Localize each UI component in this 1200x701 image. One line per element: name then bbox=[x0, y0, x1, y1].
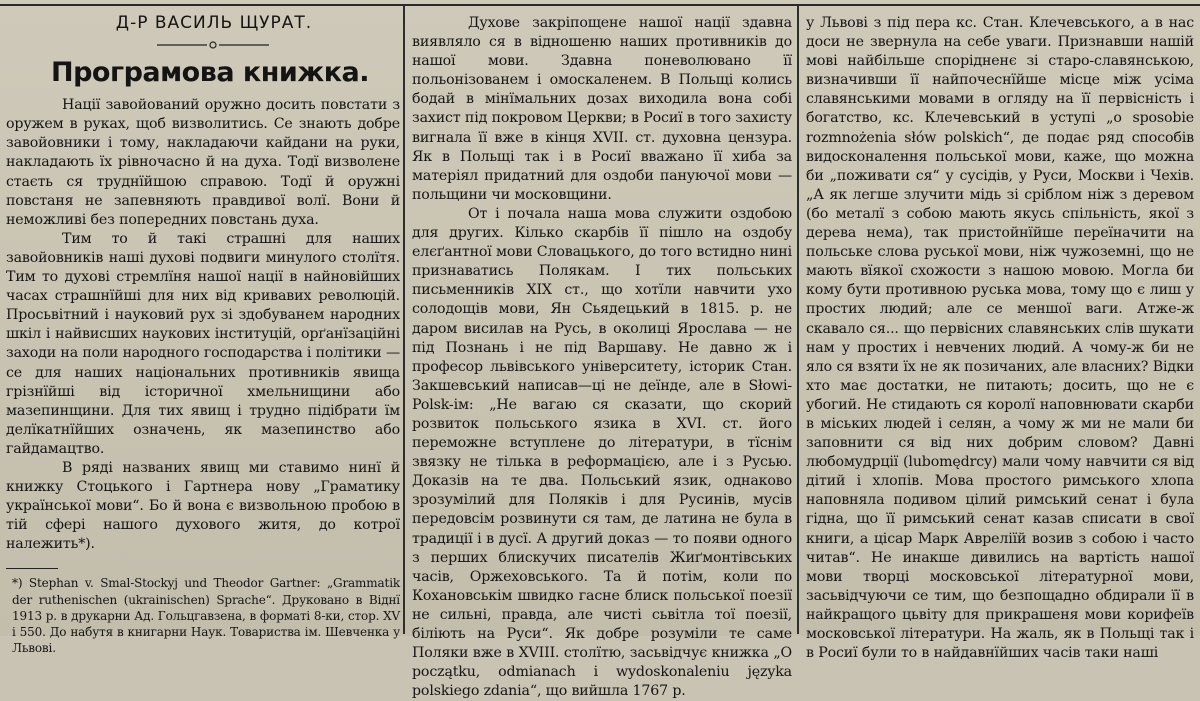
paragraph: От і почала наша мова служити оздобою для других. Кілько скарбів її пішло на оздобу елєґантної мови Словацького, до того встидно нині признаватись Полякам. І тих польських письменників XIX ст., що хотїли навчити ухо солодощів мови, Ян Сьядецький в 1815. р. не даром висилав на Русь, в околиці Ярослава — не під Познань і не під Варшаву. Не давно ж і професор львівського університету, історик Стан. Закшевський написав—ці не деїнде, але в Słowi-Polsk-ім: „Не вагаю ся сказати, що скорий розвиток польського язика в XVI. ст. його переможне вступлене до літератури, в тїснім звязку не тілька в реформацією, але і з Русью. Доказів на те два. Польський язик, однаково зрозумілий для Поляків і для Русинів, мусів передовсім розвинути ся там, де латина не була в традиції і в дусї. А другий доказ — то появи одного з перших блискучих писателів Жиґмонтівських часів, Оржеховського. Та й потім, коли по Кохановськім швидко гасне блиск польської поезії не сильні, правда, але чисті сьвітла тої поезії, біліють на Руси“. Як добре розуміли те саме Поляки вже в XVIII. столїтю, засьвідчує книжка „O początku, odmianach i wydoskonaleniu języka polskiego zdania“, що вийшла 1767 р. bbox=[412, 205, 793, 700]
footnote: *) Stephan v. Smal-Stockyj und Theodor Gartner: „Grammatik der ruthenischen (ukrainischen) Sprache“. Друковано в Віднї 1913 р. в друкарни Ад. Гольцгавзена, в форматі 8-ки, стор. XV і 550. До набутя в книгарни Наук. Товариства ім. Шевченка у Львові. bbox=[12, 576, 400, 656]
ornament-divider bbox=[6, 35, 400, 54]
paragraph: Тим то й такі страшні для наших завойовників наші духові подвиги минулого столїтя. Тим то духові стремлїня нашої нації в найновійших часах страшнїйші для них від кривавих революцій. Просьвітний і науковий рух зі здобуванем народних шкіл і найвисших наукових інституцій, орґанїзаційні заходи на поли народного господарства і політики — се для наших національних противників явища грізнїйші від історичної хмельнищини або мазепинщини. Для тих явищ і трудно підібрати їм делїкатнїйших означень, як мазепинство або гайдамацтво. bbox=[6, 230, 400, 457]
footnote-divider bbox=[6, 568, 58, 569]
author-name: Д-Р ВАСИЛЬ ЩУРАТ. bbox=[115, 13, 313, 33]
paragraph: В ряді названих явищ ми ставимо нинї й книжку Стоцького і Гартнера нову „Граматику української мови“. Бо й вона є визвольною пробою в тій сфері нашого духового житя, до котрої належить*). bbox=[6, 459, 400, 553]
article-title: Програмова книжка. bbox=[50, 57, 370, 89]
paragraph: у Львові з під пера кс. Стан. Клечевського, а в нас доси не звернула на себе уваги. Признавши нашій мові найбільше спорідненє зі старо-славянською, визначивши її найпочеснїйше місце між усіма славянськими мовами в огляду на її первісність і богатство, кс. Клечевський в уступі „o sposobie rozmnożenia słów polskich“, де подає ряд способів видосконалення польської мови, каже, що можна би „поживати ся“ у сусідів, у Руси, Москви і Чехів. „А як легше злучити мідь зі сріблом ніж з деревом (бо металї з собою мають якусь спільність, якої з дерева нема), так пристойнїйше переїначити на польське слова руської мови, ніж чужоземні, що не мають вїякої схожости з нашою мовою. Могла би кому бути противною руська мова, тому що є лиш у простих людий; але се меншої ваги. Атже-ж скавало ся... що первісних славянських слів шукати нам у простих і невчених людий. А чому-ж би не яло ся взяти їх не як позичаних, але власних? Відки хто має достатки, не питають; досить, що не є убогий. Не стидають ся королї наповнювати скарби в міських людей і селян, а чому ж ми не мали би заповнити ся від них добрим словом? Давні любомудрції (lubomędrcy) мали чому навчити ся від дітий і хлопів. Мова простого римського хлопа наповняла подивом цілий римський сенат і була гідна, що її римський сенат казав списати в свої книги, а цісар Марк Авреліїй возив з собою і часто читав“. Не инакше дивились на вартість нашої мови творці московської літературної мови, засьвідчуючи се тим, що безпощадно обдирали її в найкращого цьвіту для прикрашеня мови корифеїв московської літератури. На жаль, як в Польщі так і в Росиї були то в найдавнїйших часів таки наші bbox=[806, 15, 1194, 662]
column-rule bbox=[403, 6, 405, 634]
column-3 bbox=[806, 14, 1194, 663]
column-2 bbox=[412, 14, 792, 701]
column-1 bbox=[6, 14, 400, 656]
top-rule bbox=[0, 4, 1200, 6]
paragraph: Духове закріпощене нашої нації здавна виявляло ся в відношеню наших противників до нашої мови. Здавна поневолювано її польонізованем і омоскаленем. В Польщі колись бодай в мінїмальних дозах виходила вона собі захист під покровом Церкви; в Росиї в того захисту вигнала її вже в кінця XVII. ст. духовна цензура. Як в Польщі так і в Росиї вважано її хиба за матеріял придатний для оздоби пануючої мови — польщини чи московщини. bbox=[412, 15, 792, 203]
paragraph: Нації завойований оружно досить повстати з оружем в руках, щоб визволитись. Се знають добре завойовники і тому, накладаючи кайдани на руки, накладають їх рівночасно й на духа. Тодї визволене стаєть ся труднїйшою справою. Тодї й оружні повстаня не запевняють правдивої волї. Вони й неможливі без попередних повстань духа. bbox=[6, 97, 400, 228]
ornament-line-icon bbox=[153, 40, 273, 50]
column-rule bbox=[797, 6, 799, 634]
